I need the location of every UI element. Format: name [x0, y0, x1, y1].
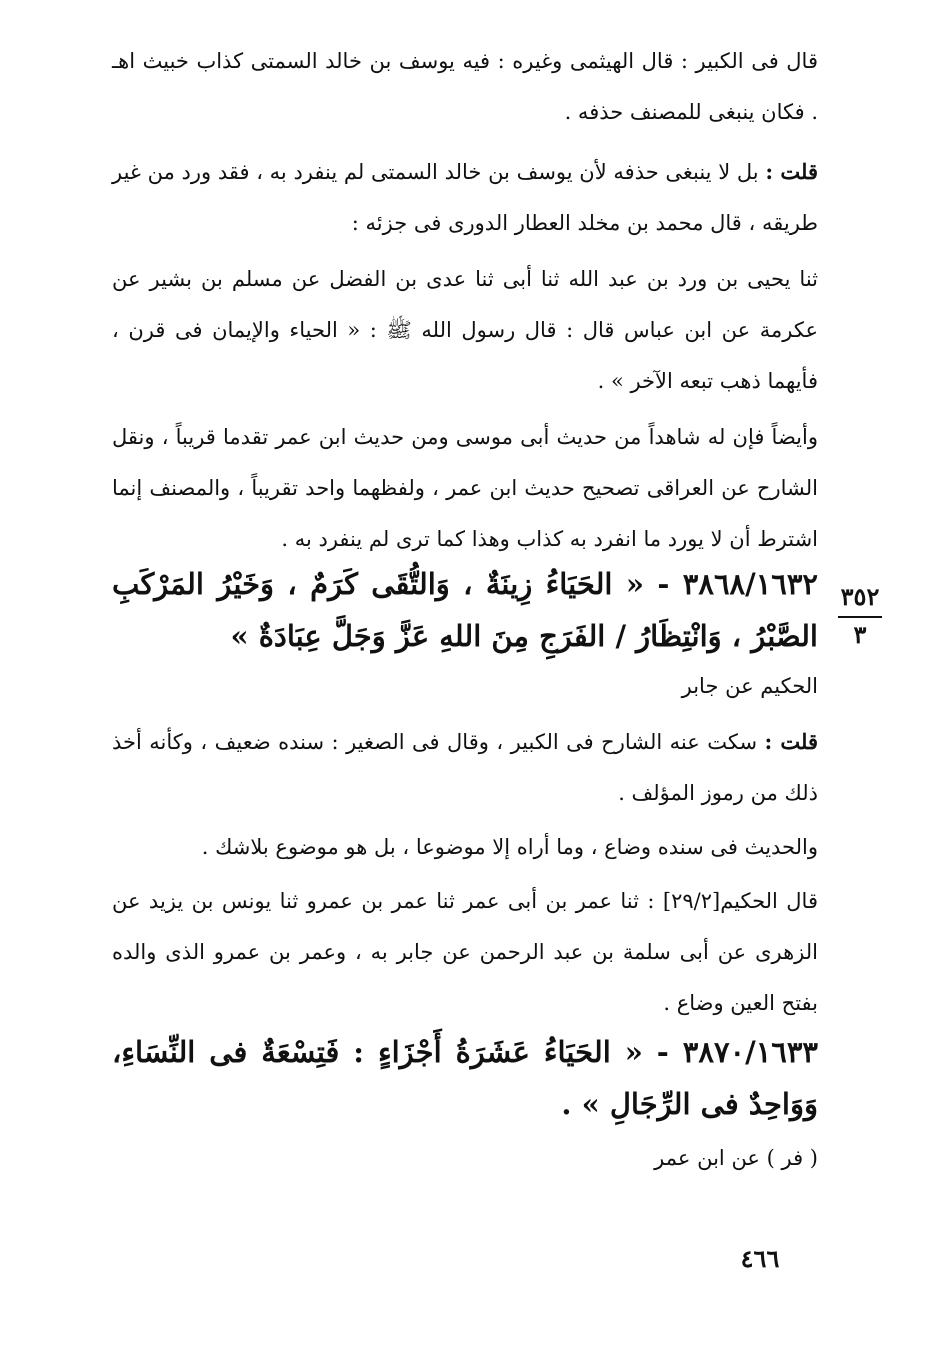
hadith-1633-source [654, 1138, 818, 1178]
hadith-1632-source [682, 666, 818, 706]
source-text: ( فر ) عن ابن عمر [654, 1146, 818, 1170]
paragraph-text: قال فى الكبير : قال الهيثمى وغيره : فيه يوسف بن خالد السمتى كذاب خبيث اهـ . فكان ينبغى للمصنف حذفه . [112, 49, 818, 124]
source-text: الحكيم عن جابر [681, 674, 818, 698]
paragraph-qultu-2 [112, 716, 818, 819]
page-number: ٤٦٦ [740, 1244, 780, 1273]
qultu-label: قلت : [765, 159, 818, 184]
hadith-1633 [112, 1026, 818, 1130]
paragraph-wadda [112, 822, 818, 873]
paragraph-isnad-ibn-abbas [112, 254, 818, 407]
paragraph-text: ثنا يحيى بن ورد بن عبد الله ثنا أبى ثنا عدى بن الفضل عن مسلم بن بشير عن عكرمة عن ابن عباس قال : قال رسول الله ﷺ : « الحياء والإيمان فى قرن ، فأيهما ذهب تبعه الآخر » . [112, 267, 818, 393]
paragraph-qultu-1 [112, 146, 818, 249]
paragraph-kabir-note [112, 36, 818, 138]
paragraph-text: قال الحكيم[٢٩/٢] : ثنا عمر بن أبى عمر ثنا عمر بن عمرو ثنا يونس بن يزيد عن الزهرى عن أبى سلمة بن عبد الرحمن عن جابر به ، وعمر بن عمرو الذى والده بفتح العين وضاع . [112, 889, 818, 1015]
paragraph-text: سكت عنه الشارح فى الكبير ، وقال فى الصغير : سنده ضعيف ، وكأنه أخذ ذلك من رموز المؤلف . [112, 730, 818, 805]
hadith-text: ٣٨٧٠/١٦٣٣ - « الحَيَاءُ عَشَرَةُ أَجْزَاءٍ : فَتِسْعَةٌ فى النِّسَاءِ، وَوَاحِدٌ فى الرِّجَالِ » . [112, 1035, 818, 1121]
margin-ref-bottom: ٣ [853, 620, 867, 649]
hadith-1632 [112, 558, 818, 662]
margin-volume-page-ref [830, 580, 890, 650]
paragraph-hakim-isnad [112, 876, 818, 1029]
paragraph-text: والحديث فى سنده وضاع ، وما أراه إلا موضوعا ، بل هو موضوع بلاشك . [201, 835, 818, 859]
margin-ref-top: ٣٥٢ [840, 582, 880, 611]
margin-ref-divider [838, 616, 882, 618]
paragraph-shahid [112, 412, 818, 565]
paragraph-text: وأيضاً فإن له شاهداً من حديث أبى موسى ومن حديث ابن عمر تقدما قريباً ، ونقل الشارح عن العراقى تصحيح حديث ابن عمر ، ولفظهما واحد تقريباً ، والمصنف إنما اشترط أن لا يورد ما انفرد به كذاب وهذا كما ترى لم ينفرد به . [112, 425, 818, 551]
qultu-label: قلت : [764, 729, 818, 754]
main-text-column [112, 36, 818, 1216]
paragraph-text: بل لا ينبغى حذفه لأن يوسف بن خالد السمتى لم ينفرد به ، فقد ورد من غير طريقه ، قال محمد بن مخلد العطار الدورى فى جزئه : [112, 160, 818, 235]
hadith-text: ٣٨٦٨/١٦٣٢ - « الحَيَاءُ زِينَةٌ ، وَالتُّقَى كَرَمٌ ، وَخَيْرُ المَرْكَبِ الصَّبْرُ ، وَانْتِظَارُ / الفَرَجِ مِنَ اللهِ عَزَّ وَجَلَّ عِبَادَةٌ » [112, 567, 818, 653]
